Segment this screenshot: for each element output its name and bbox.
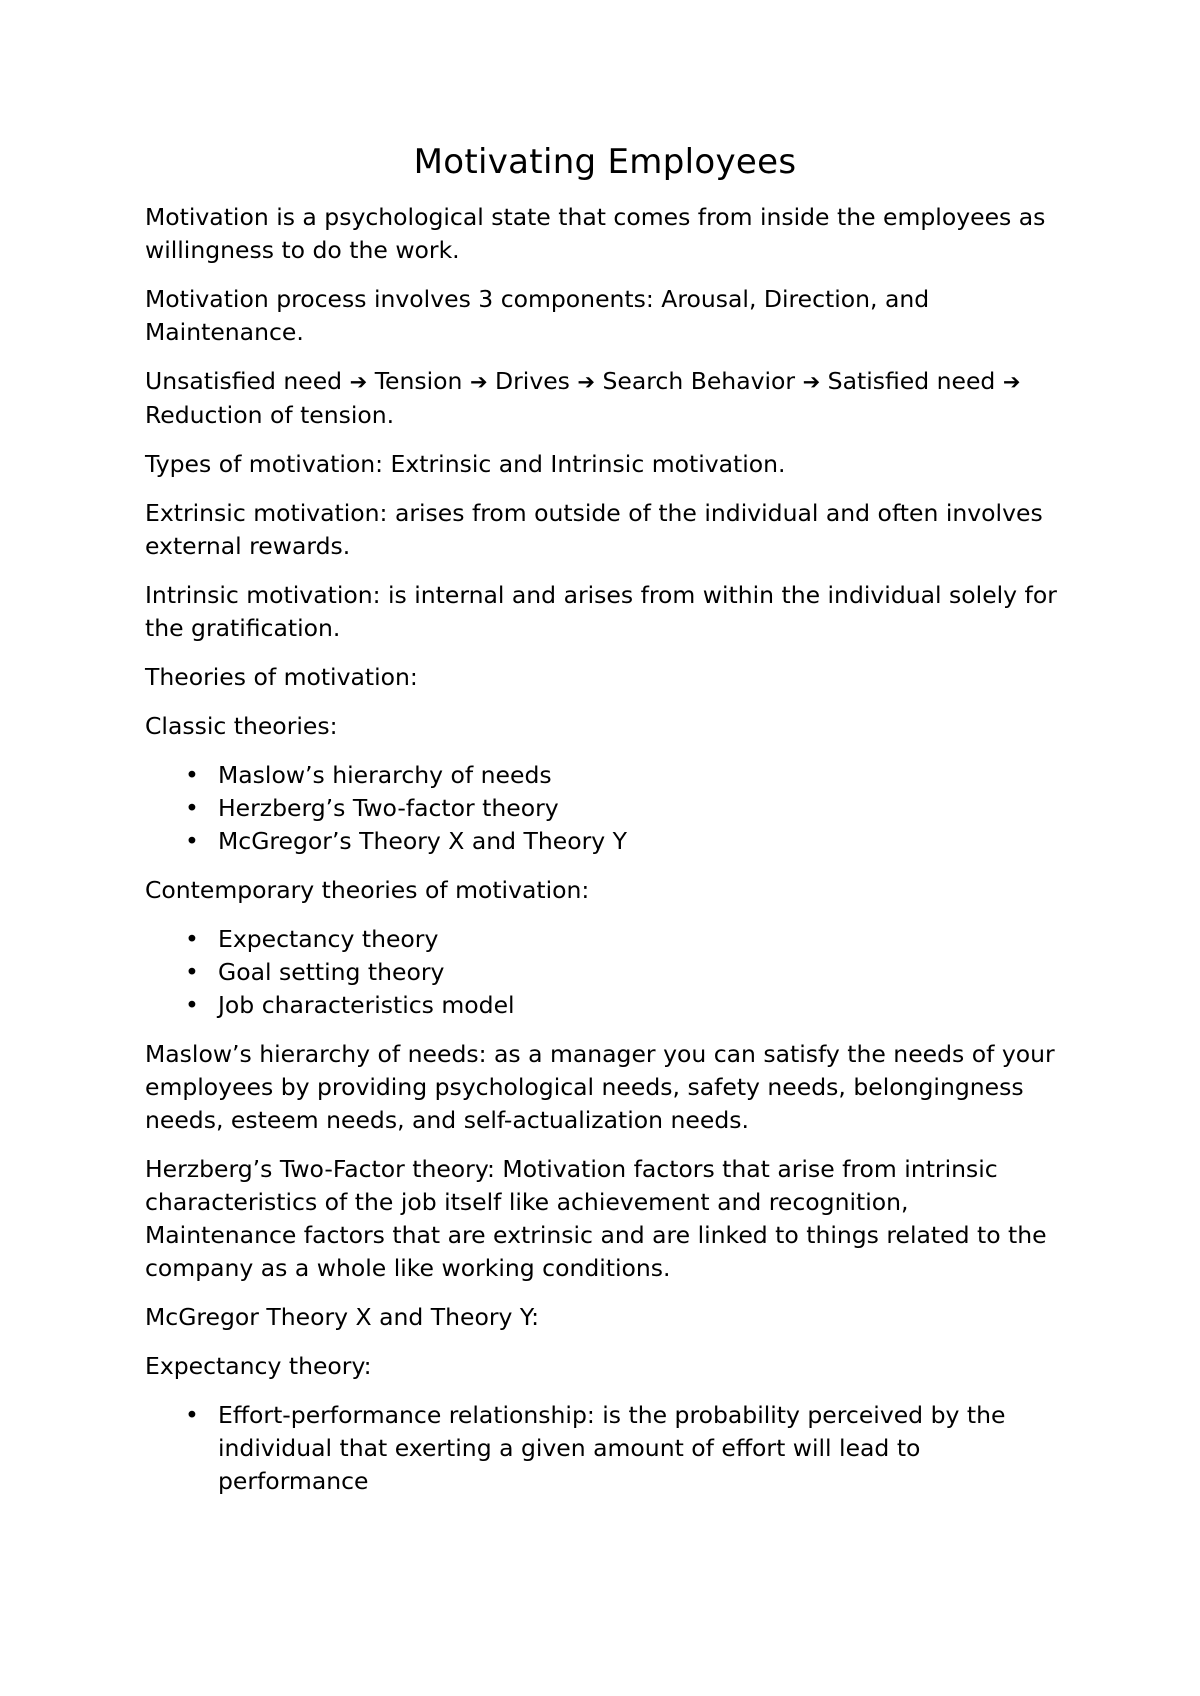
- list-item-text: McGregor’s Theory X and Theory Y: [218, 827, 628, 855]
- contemporary-theories-list: [145, 923, 1065, 1022]
- chain-step: Reduction of tension.: [145, 401, 395, 429]
- list-item: [145, 1399, 1065, 1498]
- arrow-right-icon: ➔: [802, 370, 821, 394]
- list-item-text: Job characteristics model: [218, 991, 515, 1019]
- list-item-text: Herzberg’s Two-factor theory: [218, 794, 559, 822]
- bullet-icon: •: [185, 958, 199, 986]
- paragraph-expectancy: Expectancy theory:: [145, 1352, 372, 1380]
- paragraph-definition: Motivation is a psychological state that comes from inside the employees as willingness to do the work.: [145, 203, 1046, 264]
- paragraph-maslow: Maslow’s hierarchy of needs: as a manager you can satisfy the needs of your employees by providing psychological needs, safety needs, belongingness needs, esteem needs, and self-actualization needs.: [145, 1040, 1055, 1134]
- paragraph-theories: Theories of motivation:: [145, 663, 418, 691]
- paragraph-herzberg: Herzberg’s Two-Factor theory: Motivation factors that arise from intrinsic characteristics of the job itself like achievement and recognition, Maintenance factors that are extrinsic and are linked to things related to the company as a whole like working conditions.: [145, 1155, 1047, 1282]
- classic-theories-list: [145, 759, 1065, 858]
- paragraph-contemporary: Contemporary theories of motivation:: [145, 876, 590, 904]
- chain-step: Drives: [495, 367, 570, 395]
- expectancy-list: [145, 1399, 1065, 1498]
- bullet-icon: •: [185, 794, 199, 822]
- arrow-right-icon: ➔: [577, 370, 596, 394]
- bullet-icon: •: [185, 1401, 199, 1429]
- list-item-text: Effort-performance relationship: is the probability perceived by the individual that exerting a given amount of effort will lead to performance: [218, 1401, 1006, 1495]
- list-item: [145, 923, 1065, 956]
- paragraph-extrinsic: Extrinsic motivation: arises from outside of the individual and often involves external rewards.: [145, 499, 1043, 560]
- chain-step: Unsatisfied need: [145, 367, 343, 395]
- chain-step: Search Behavior: [602, 367, 796, 395]
- chain-step: Tension: [374, 367, 463, 395]
- bullet-icon: •: [185, 827, 199, 855]
- list-item: [145, 792, 1065, 825]
- paragraph-types: Types of motivation: Extrinsic and Intrinsic motivation.: [145, 450, 786, 478]
- arrow-right-icon: ➔: [349, 370, 368, 394]
- bullet-icon: •: [185, 761, 199, 789]
- list-item-text: Maslow’s hierarchy of needs: [218, 761, 552, 789]
- list-item: [145, 956, 1065, 989]
- paragraph-process: Motivation process involves 3 components: Arousal, Direction, and Maintenance.: [145, 285, 930, 346]
- arrow-right-icon: ➔: [469, 370, 488, 394]
- list-item: [145, 989, 1065, 1022]
- arrow-right-icon: ➔: [1002, 370, 1021, 394]
- list-item-text: Expectancy theory: [218, 925, 439, 953]
- list-item: [145, 759, 1065, 792]
- list-item: [145, 825, 1065, 858]
- paragraph-intrinsic: Intrinsic motivation: is internal and arises from within the individual solely for the gratification.: [145, 581, 1057, 642]
- process-chain: [145, 365, 1065, 432]
- paragraph-classic: Classic theories:: [145, 712, 338, 740]
- list-item-text: Goal setting theory: [218, 958, 445, 986]
- document-title: Motivating Employees: [413, 142, 797, 182]
- document-page: [145, 140, 1065, 1514]
- chain-step: Satisfied need: [827, 367, 996, 395]
- bullet-icon: •: [185, 991, 199, 1019]
- paragraph-mcgregor: McGregor Theory X and Theory Y:: [145, 1303, 540, 1331]
- bullet-icon: •: [185, 925, 199, 953]
